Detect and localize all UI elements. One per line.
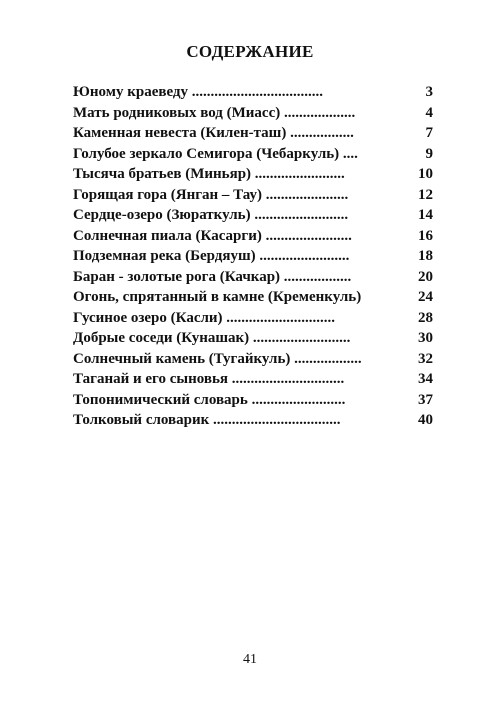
toc-entry-title: Гусиное озеро (Касли) ............................. [73, 309, 336, 326]
toc-entry [73, 228, 433, 249]
toc-entry [73, 84, 433, 105]
toc-entry [73, 351, 433, 372]
toc-entry-page: 30 [418, 330, 433, 346]
toc-entry-title: Сердце-озеро (Зюраткуль) ......................... [73, 207, 349, 223]
toc-entry-page: 9 [425, 145, 433, 162]
toc-entry-title: Солнечная пиала (Касарги) ....................... [73, 227, 352, 244]
table-of-contents [73, 84, 433, 433]
page-number: 41 [243, 652, 257, 667]
toc-entry [73, 371, 433, 392]
page-title: СОДЕРЖАНИЕ [186, 42, 314, 61]
toc-entry-page: 20 [418, 268, 433, 285]
toc-entry [73, 187, 433, 208]
toc-entry [73, 289, 433, 310]
toc-entry-title: Огонь, спрятанный в камне (Кременкуль) [73, 289, 362, 305]
toc-entry-page: 7 [425, 125, 433, 141]
toc-entry-page: 32 [418, 350, 433, 367]
toc-entry-title: Добрые соседи (Кунашак) .......................... [73, 330, 351, 346]
toc-entry-title: Таганай и его сыновья .............................. [73, 371, 345, 387]
toc-entry-title: Толковый словарик .................................. [73, 412, 341, 428]
toc-entry-page: 24 [418, 289, 433, 305]
toc-entry-page: 10 [418, 166, 433, 182]
toc-entry-title: Горящая гора (Янган – Тау) ...................... [73, 186, 349, 203]
toc-entry-page: 34 [418, 371, 433, 387]
toc-entry [73, 166, 433, 187]
toc-entry-title: Тысяча братьев (Миньяр) ........................ [73, 166, 345, 182]
toc-entry-title: Солнечный камень (Тугайкуль) .................. [73, 350, 362, 367]
toc-entry-page: 18 [418, 248, 433, 264]
toc-entry-page: 37 [418, 391, 433, 408]
toc-entry-title: Юному краеведу ................................... [73, 84, 324, 100]
toc-entry-title: Голубое зеркало Семигора (Чебаркуль) .... [73, 145, 358, 162]
toc-entry-title: Подземная река (Бердяуш) ........................ [73, 248, 350, 264]
toc-entry [73, 207, 433, 228]
toc-entry-page: 3 [425, 84, 433, 100]
toc-entry [73, 146, 433, 167]
toc-entry-page: 16 [418, 227, 433, 244]
toc-entry [73, 392, 433, 413]
toc-entry [73, 248, 433, 269]
toc-entry-page: 40 [418, 412, 433, 428]
toc-entry [73, 125, 433, 146]
toc-entry [73, 310, 433, 331]
toc-entry [73, 105, 433, 126]
toc-entry [73, 330, 433, 351]
toc-entry-title: Топонимический словарь ......................... [73, 391, 346, 408]
toc-entry-title: Мать родниковых вод (Миасс) ................... [73, 104, 356, 121]
toc-entry-title: Каменная невеста (Килен-таш) ................. [73, 125, 354, 141]
toc-entry-page: 28 [418, 309, 433, 326]
toc-entry-page: 14 [418, 207, 433, 223]
toc-entry-page: 4 [425, 104, 433, 121]
toc-entry-title: Баран - золотые рога (Качкар) .................. [73, 268, 352, 285]
toc-entry [73, 412, 433, 433]
toc-entry [73, 269, 433, 290]
toc-entry-page: 12 [418, 186, 433, 203]
